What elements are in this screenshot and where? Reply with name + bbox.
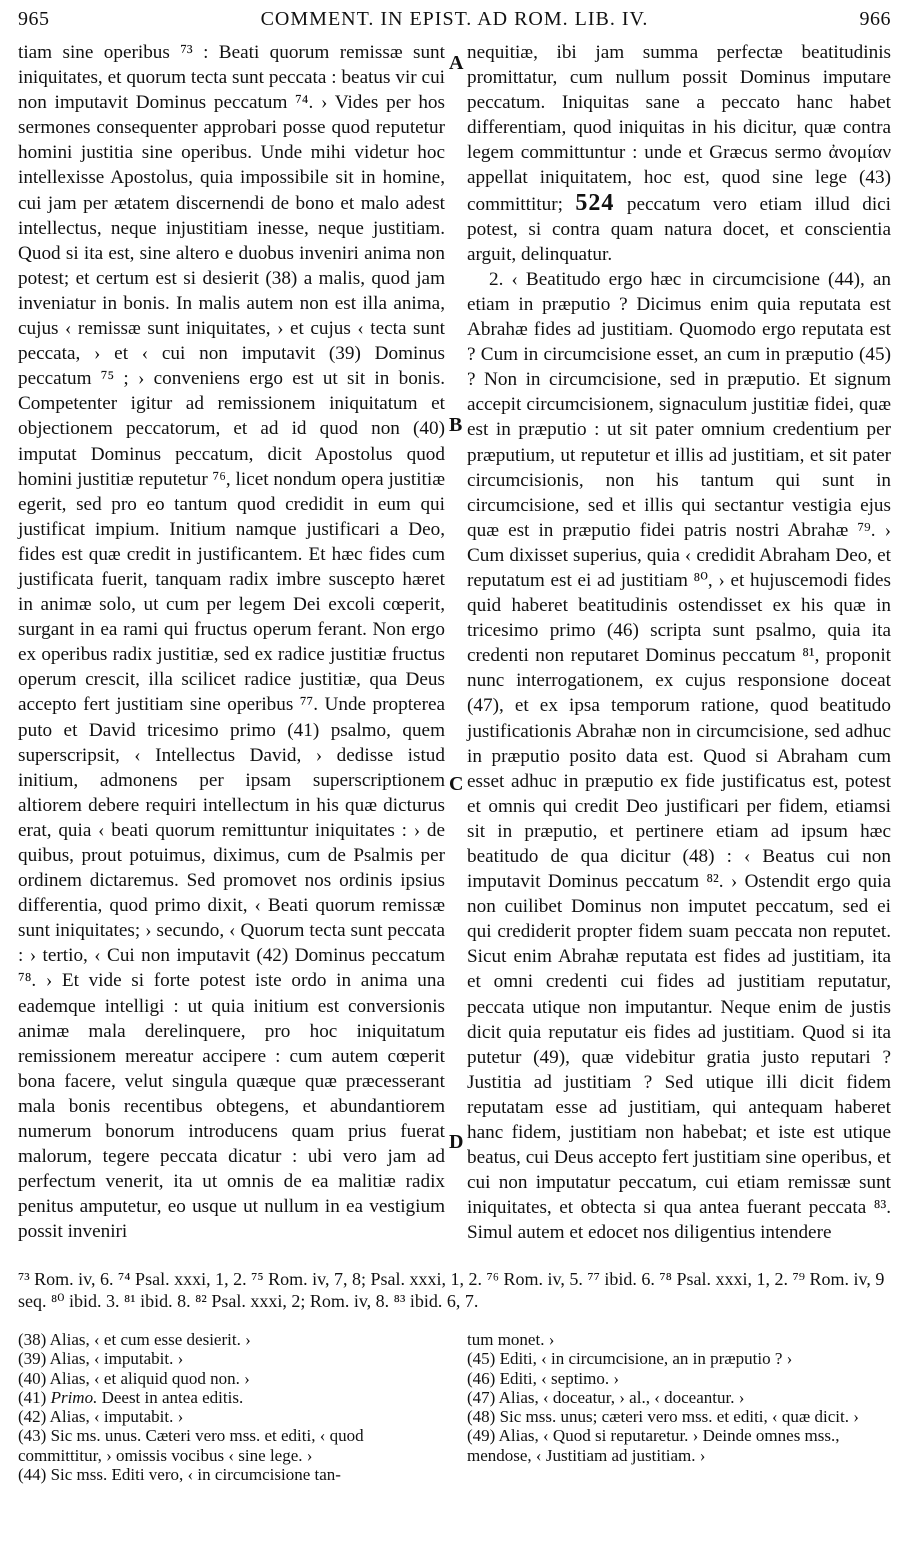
right-paragraph-2: 2. ‹ Beatitudo ergo hæc in circumcisione (44), an etiam in præputio ? Dicimus enim quia reputata est Abrahæ fides ad justitiam. Quomodo ergo reputata est ? Cum in circumcisione esset, an cum in præputio (45) ? Non in circumcisione, sed in præputio. Et signum accepit circumcisionem, signaculum justitiæ fidei, quæ est in præputio : ut sit pater omnium credentium per præputium, ut reputetur et illis ad justitiam, et sit pater circumcisionis, non his tantum qui sunt in circumcisione, sed et illis qui sectantur vestigia ejus quæ est in præputio fidei patris nostri Abrahæ ⁷⁹. › Cum dixisset superius, quia ‹ credidit Abraham Deo, et reputatum est ei ad justitiam ⁸⁰, › et hujuscemodi fides quid haberet beatitudinis ostendisset ex his quæ in tricesimo primo (46) scripta sunt psalmo, quia ita credenti non reputaret Dominus peccatum ⁸¹, proponit nunc interrogationem, ex cujus responsione doceat (47), et ex ipsa temporum ratione, quod beatitudo justificationis Abrahæ non in circumcisione, sed adhuc in præputio posito data est. Quod si Abraham cum esset adhuc in præputio ex fide justificatus est, potest et omnis qui credit Deo justificari per fidem, etiamsi sit in præputio, et pertinere etiam ad ipsum hæc beatitudo de qua dicitur (48) : ‹ Beatus cui non imputavit Dominus peccatum ⁸². › Ostendit ergo quia non cuilibet Dominus non imputet peccatum, sed ei qui crediderit propter fidem suam peccata non reputet. Sicut enim Abrahæ reputata est fides ad justitiam, ita et omni credenti cui fides ad justitiam reputatur, peccata utique non imputantur. Neque enim de justis dicit quia reputatur eis fides ad justitiam. Quod si ita putetur (49), quæ videbitur gratia justo reputari ? Justitia ad justitiam ? Sed utique illi dicit fidem reputatam esse ad justitiam, qui antequam haberet hanc fidem, justitiam non habebat; et iste est utique beatus, cui Deus accepto fert justitiam sine operibus, et cui non imputatur peccatum, cui etiam remissæ sunt iniquitates, et obtecta si qua antea fuerant peccata ⁸³. Simul autem et edocet nos diligentius intendere <box>467 268 891 1244</box>
footnote-41-text: Deest in antea editis. <box>97 1387 244 1407</box>
right-column <box>467 40 891 1246</box>
footnotes-left <box>18 1330 445 1484</box>
margin-marker-b: B <box>449 414 463 436</box>
footnote-43: (43) Sic ms. unus. Cæteri vero mss. et editi, ‹ quod committitur, › omissis vocibus ‹ sine lege. › <box>18 1426 364 1465</box>
footnote-40: (40) Alias, ‹ et aliquid quod non. › <box>18 1368 250 1388</box>
footnote-44-continued: tum monet. › <box>467 1330 555 1349</box>
footnotes-right <box>467 1330 891 1465</box>
margin-marker-d: D <box>449 1131 464 1153</box>
footnote-41-number: (41) <box>18 1387 47 1407</box>
footnote-45: (45) Editi, ‹ in circumcisione, an in præputio ? › <box>467 1349 793 1369</box>
original-page-mark: 524 <box>575 189 615 216</box>
footnote-41 <box>18 1388 445 1407</box>
scripture-references: ⁷³ Rom. iv, 6. ⁷⁴ Psal. xxxi, 1, 2. ⁷⁵ Rom. iv, 7, 8; Psal. xxxi, 1, 2. ⁷⁶ Rom. iv, 5. ⁷⁷ ibid. 6. ⁷⁸ Psal. xxxi, 1, 2. ⁷⁹ Rom. iv, 9 seq. ⁸⁰ ibid. 3. ⁸¹ ibid. 8. ⁸² Psal. xxxi, 2; Rom. iv, 8. ⁸³ ibid. 6, 7. <box>18 1269 885 1311</box>
footnote-38: (38) Alias, ‹ et cum esse desierit. › <box>18 1330 251 1349</box>
footnote-49: (49) Alias, ‹ Quod si reputaretur. › Deinde omnes mss., mendose, ‹ Justitiam ad justitiam. › <box>467 1426 840 1465</box>
footnote-42: (42) Alias, ‹ imputabit. › <box>18 1407 184 1427</box>
footnote-41-emphasis: Primo. <box>50 1387 98 1407</box>
running-title: COMMENT. IN EPIST. AD ROM. LIB. IV. <box>260 7 649 30</box>
right-paragraph-1-end: peccatum vero etiam illud dici potest, si contra quam natura docet, et conscientia arguit, delinquatur. <box>467 193 891 265</box>
running-header <box>18 6 891 32</box>
page-number-left: 965 <box>18 7 50 30</box>
margin-marker-c: C <box>449 773 464 795</box>
footnote-44: (44) Sic mss. Editi vero, ‹ in circumcisione tan- <box>18 1465 341 1485</box>
left-paragraph: tiam sine operibus ⁷³ : Beati quorum remissæ sunt iniquitates, et quorum tecta sunt peccata : beatus vir cui non imputavit Dominus peccatum ⁷⁴. › Vides per hos sermones consequenter approbari posse quod reputetur homini justitia sine operibus. Unde mihi videtur hoc intellexisse Apostolus, quia impossibile sit in homine, cui jam per ætatem discernendi de bono et malo adest intellectus, neque injustitiam inesse, neque justitiam. Quod si ita est, sine altero e duobus inveniri anima non potest; et certum est si desierit (38) a malis, quod jam inveniatur in bonis. In malis autem non est illa anima, cujus ‹ remissæ sunt iniquitates, › et cujus ‹ tecta sunt peccata, › et ‹ cui non imputavit (39) Dominus peccatum ⁷⁵ ; › conveniens ergo est ut sit in bonis. Competenter igitur ad remissionem iniquitatum et objectionem peccatorum, et ad id quod non (40) imputat Dominus peccatum, dicit Apostolus quod homini justitiæ reputetur ⁷⁶, licet nondum opera justitiæ egerit, sed pro eo tantum quod credidit in eum qui justificat impium. Initium namque justificari a Deo, fides est quæ credit in justificantem. Et hæc fides cum justificata fuerit, tanquam radix imbre suscepto hæret in animæ solo, ut cum per legem Dei excoli cœperit, surgant in ea rami qui fructus operum ferant. Non ergo ex operibus radix justitiæ, sed ex radice justitiæ fructus operum crescit, illa scilicet radice justitiæ, qua Deus accepto fert justitiam sine operibus ⁷⁷. Unde propterea puto et David tricesimo primo (41) psalmo, quem superscripsit, ‹ Intellectus David, › dedisse istud initium, admonens per ipsam superscriptionem altiorem debere requiri intellectum in his quæ dicturus erat, quia ‹ beati quorum remittuntur iniquitates : › de quibus, prout potuimus, diximus, cum de Psalmis per ordinem dictaremus. Sed promovet nos ordinis ipsius differentia, quod primo dixit, ‹ Beati quorum remissæ sunt iniquitates; › secundo, ‹ Quorum tecta sunt peccata : › tertio, ‹ Cui non imputavit (42) Dominus peccatum ⁷⁸. › Et vide si forte potest iste ordo in anima una eademque intelligi : ut quia initium est conversionis animæ mala derelinquere, pro hoc iniquitatum remissionem mereatur accipere : cum autem cœperit bona facere, velut singula quæque quæ præcesserant mala bonis recentibus obtegens, et abundantiorem numerum bonorum introducens quam prius fuerat malorum, tegere peccata dicatur : ubi vero jam ad perfectum venerit, ita ut omnis de ea malitiæ radix penitus amputetur, eo usque ut nullum in ea vestigium possit inveniri <box>18 42 445 1243</box>
margin-marker-a: A <box>449 52 464 74</box>
page-number-right: 966 <box>859 7 891 30</box>
footnote-39: (39) Alias, ‹ imputabit. › <box>18 1349 184 1369</box>
footnote-46: (46) Editi, ‹ septimo. › <box>467 1368 620 1388</box>
right-paragraph-1-start: nequitiæ, ibi jam summa perfectæ beatitudinis promittatur, cum nullum possit Dominus imputare peccatum. Iniquitas sane a peccato hanc habet differentiam, quod iniquitas in his dicitur, quæ contra legem committuntur : unde et Græcus sermo ἀνομίαν appellat iniquitatem, hoc est, quod sine lege (43) committitur; <box>467 42 891 215</box>
left-column <box>18 40 445 1245</box>
right-paragraph-1 <box>467 40 891 267</box>
footnote-48: (48) Sic mss. unus; cæteri vero mss. et editi, ‹ quæ dicit. › <box>467 1407 859 1427</box>
footnote-47: (47) Alias, ‹ doceatur, › al., ‹ doceantur. › <box>467 1387 745 1407</box>
